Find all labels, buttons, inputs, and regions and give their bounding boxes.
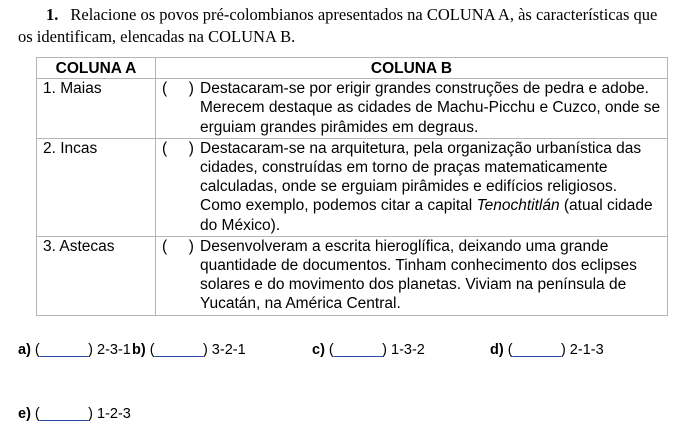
table-row: [37, 236, 668, 315]
option-d[interactable]: d) (______) 2-1-3: [490, 342, 604, 358]
option-b[interactable]: b) (______) 3-2-1: [132, 342, 246, 358]
capital-name: Tenochtitlán: [476, 197, 560, 215]
option-a[interactable]: a) (______) 2-3-1: [18, 342, 131, 358]
coluna-b-item-2: [156, 138, 668, 236]
option-e-blank: ______: [39, 406, 89, 422]
question-number: 1.: [46, 5, 59, 24]
option-d-blank: ______: [512, 342, 561, 358]
table-row: [37, 79, 668, 139]
option-c[interactable]: c) (______) 1-3-2: [312, 342, 425, 358]
coluna-b-text-2: [200, 139, 661, 235]
option-b-blank: ______: [154, 342, 203, 358]
question-statement: [18, 4, 668, 48]
matching-table: [36, 57, 668, 316]
question-text: Relacione os povos pré-colombianos apresentados na COLUNA A, às características que os identificam, elencadas na COLUNA B.: [18, 5, 658, 46]
coluna-b-item-1: [156, 79, 668, 139]
coluna-a-item-2: 2. Incas: [37, 138, 156, 236]
coluna-b-item-3: [156, 236, 668, 315]
option-a-blank: ______: [39, 342, 89, 358]
answer-parenthesis-1[interactable]: ( ): [162, 80, 194, 98]
option-e[interactable]: e) (______) 1-2-3: [18, 406, 131, 422]
coluna-b-text-2-end: (atual cidade do México).: [200, 197, 653, 234]
coluna-a-item-1: 1. Maias: [37, 79, 156, 139]
header-coluna-a: COLUNA A: [37, 58, 156, 79]
coluna-b-text-3: Desenvolveram a escrita hieroglífica, deixando uma grande quantidade de documentos. Tinham conhecimento dos eclipses solares e do movimento dos planetas. Viviam na península de Yucatán, na América Central.: [200, 237, 637, 313]
table-header-row: [37, 58, 668, 79]
coluna-b-text-1: Destacaram-se por erigir grandes construções de pedra e adobe. Merecem destaque as cidades de Machu-Picchu e Cuzco, onde se erguiam grandes pirâmides em degraus.: [200, 80, 661, 136]
answer-parenthesis-2[interactable]: ( ): [162, 139, 194, 157]
table-row: [37, 138, 668, 236]
header-coluna-b: COLUNA B: [156, 58, 668, 79]
answer-parenthesis-3[interactable]: ( ): [162, 237, 194, 255]
coluna-a-item-3: 3. Astecas: [37, 236, 156, 315]
coluna-b-text-2-start: Destacaram-se na arquitetura, pela organização urbanística das cidades, construídas em torno de praças matematicamente calculadas, onde se erguiam pirâmides e edifícios religiosos. Como exemplo, podemos citar a capital: [200, 139, 642, 215]
option-c-blank: ______: [333, 342, 383, 358]
